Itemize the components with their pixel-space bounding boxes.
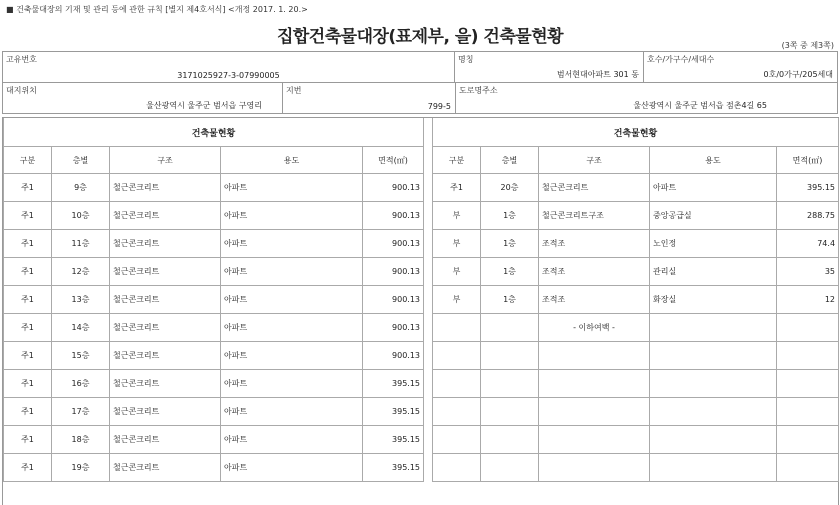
site-label: 대지위치 — [6, 86, 37, 95]
left-area-cell: 395.15 — [363, 370, 424, 398]
right-structure-cell: 철근콘크리트구조 — [539, 202, 650, 230]
name-value: 범서현대아파트 301 동 — [556, 70, 639, 79]
basic-info-table — [2, 51, 838, 83]
site-value: 울산광역시 울주군 범서읍 구영리 — [146, 101, 262, 110]
right-use-cell — [650, 370, 777, 398]
site-cell — [3, 83, 283, 114]
left-structure-cell: 철근콘크리트 — [110, 426, 221, 454]
right-area-cell — [777, 314, 839, 342]
right-structure-cell — [539, 370, 650, 398]
road-label: 도로명주소 — [459, 86, 498, 95]
left-floor-cell: 9층 — [52, 174, 110, 202]
right-structure-cell: 철근콘크리트 — [539, 174, 650, 202]
left-floor-cell: 17층 — [52, 398, 110, 426]
right-use-cell: 아파트 — [650, 174, 777, 202]
left-area-cell: 395.15 — [363, 398, 424, 426]
right-area-cell: 35 — [777, 258, 839, 286]
right-area-cell — [777, 398, 839, 426]
right-floor-cell — [481, 426, 539, 454]
lot-label: 지번 — [286, 86, 302, 95]
left-use-cell: 아파트 — [221, 342, 363, 370]
left-structure-cell: 철근콘크리트 — [110, 314, 221, 342]
right-structure-cell: 조적조 — [539, 230, 650, 258]
right-use-cell — [650, 454, 777, 482]
right-type-cell — [433, 314, 481, 342]
left-type-cell: 주1 — [4, 314, 52, 342]
right-use-cell — [650, 314, 777, 342]
id-label: 고유번호 — [6, 55, 37, 64]
left-area-cell: 900.13 — [363, 230, 424, 258]
right-type-cell — [433, 398, 481, 426]
left-section-title: 건축물현황 — [4, 118, 424, 147]
right-type-cell: 부 — [433, 202, 481, 230]
table-row — [4, 230, 839, 258]
left-type-cell: 주1 — [4, 202, 52, 230]
page-title: 집합건축물대장(표제부, 을) 건축물현황 — [276, 27, 564, 47]
right-floor-cell — [481, 370, 539, 398]
left-type-cell: 주1 — [4, 286, 52, 314]
id-cell — [3, 52, 455, 83]
col-area-header: 면적(㎡) — [363, 147, 424, 174]
left-use-cell: 아파트 — [221, 370, 363, 398]
col-type-header: 구분 — [433, 147, 481, 174]
right-structure-cell — [539, 398, 650, 426]
left-area-cell: 900.13 — [363, 202, 424, 230]
col-structure-header: 구조 — [539, 147, 650, 174]
left-floor-cell: 10층 — [52, 202, 110, 230]
left-use-cell: 아파트 — [221, 454, 363, 482]
right-type-cell — [433, 454, 481, 482]
right-area-cell — [777, 342, 839, 370]
left-floor-cell: 15층 — [52, 342, 110, 370]
location-info-table — [2, 82, 838, 114]
right-area-cell: 288.75 — [777, 202, 839, 230]
left-type-cell: 주1 — [4, 398, 52, 426]
table-row — [4, 398, 839, 426]
right-floor-cell: 1층 — [481, 286, 539, 314]
table-row — [4, 342, 839, 370]
table-row — [4, 426, 839, 454]
right-structure-cell — [539, 342, 650, 370]
right-use-cell: 중앙공급실 — [650, 202, 777, 230]
col-structure-header: 구조 — [110, 147, 221, 174]
left-use-cell: 아파트 — [221, 230, 363, 258]
right-floor-cell — [481, 398, 539, 426]
road-cell — [456, 83, 838, 114]
name-label: 명칭 — [458, 55, 474, 64]
left-floor-cell: 11층 — [52, 230, 110, 258]
left-area-cell: 900.13 — [363, 342, 424, 370]
right-use-cell — [650, 342, 777, 370]
col-floor-header: 층별 — [52, 147, 110, 174]
left-type-cell: 주1 — [4, 230, 52, 258]
left-use-cell: 아파트 — [221, 426, 363, 454]
units-label: 호수/가구수/세대수 — [647, 55, 715, 64]
col-floor-header: 층별 — [481, 147, 539, 174]
right-type-cell — [433, 426, 481, 454]
left-type-cell: 주1 — [4, 426, 52, 454]
left-use-cell: 아파트 — [221, 314, 363, 342]
building-status-section — [2, 117, 839, 505]
right-type-cell — [433, 370, 481, 398]
right-type-cell: 부 — [433, 258, 481, 286]
left-type-cell: 주1 — [4, 370, 52, 398]
col-area-header: 면적(㎡) — [777, 147, 839, 174]
left-use-cell: 아파트 — [221, 202, 363, 230]
right-section-title: 건축물현황 — [433, 118, 839, 147]
right-type-cell — [433, 342, 481, 370]
lot-value: 799-5 — [427, 102, 451, 111]
table-row — [4, 174, 839, 202]
left-structure-cell: 철근콘크리트 — [110, 174, 221, 202]
right-type-cell: 부 — [433, 286, 481, 314]
right-use-cell: 관리실 — [650, 258, 777, 286]
right-use-cell: 화장실 — [650, 286, 777, 314]
left-structure-cell: 철근콘크리트 — [110, 258, 221, 286]
units-cell — [644, 52, 838, 83]
left-area-cell: 900.13 — [363, 314, 424, 342]
left-type-cell: 주1 — [4, 174, 52, 202]
left-type-cell: 주1 — [4, 342, 52, 370]
left-floor-cell: 18층 — [52, 426, 110, 454]
col-use-header: 용도 — [221, 147, 363, 174]
left-structure-cell: 철근콘크리트 — [110, 398, 221, 426]
units-value: 0호/0가구/205세대 — [763, 70, 833, 79]
col-type-header: 구분 — [4, 147, 52, 174]
left-use-cell: 아파트 — [221, 286, 363, 314]
right-structure-cell — [539, 454, 650, 482]
left-floor-cell: 14층 — [52, 314, 110, 342]
road-value: 울산광역시 울주군 범서읍 점촌4길 65 — [633, 101, 767, 110]
right-area-cell: 395.15 — [777, 174, 839, 202]
left-structure-cell: 철근콘크리트 — [110, 370, 221, 398]
table-row — [4, 286, 839, 314]
left-type-cell: 주1 — [4, 454, 52, 482]
table-row — [4, 314, 839, 342]
right-use-cell — [650, 426, 777, 454]
right-structure-cell: 조적조 — [539, 286, 650, 314]
lot-cell — [283, 83, 456, 114]
right-area-cell — [777, 426, 839, 454]
left-floor-cell: 19층 — [52, 454, 110, 482]
left-floor-cell: 16층 — [52, 370, 110, 398]
left-area-cell: 900.13 — [363, 286, 424, 314]
right-floor-cell: 1층 — [481, 230, 539, 258]
left-area-cell: 395.15 — [363, 454, 424, 482]
right-area-cell: 12 — [777, 286, 839, 314]
page-number: (3쪽 중 제3쪽) — [781, 41, 834, 50]
right-type-cell: 주1 — [433, 174, 481, 202]
left-structure-cell: 철근콘크리트 — [110, 286, 221, 314]
right-floor-cell: 1층 — [481, 258, 539, 286]
right-area-cell — [777, 454, 839, 482]
left-use-cell: 아파트 — [221, 398, 363, 426]
right-structure-cell — [539, 426, 650, 454]
left-type-cell: 주1 — [4, 258, 52, 286]
right-floor-cell: 20층 — [481, 174, 539, 202]
right-structure-cell: - 이하여백 - — [539, 314, 650, 342]
left-use-cell: 아파트 — [221, 258, 363, 286]
right-use-cell — [650, 398, 777, 426]
left-use-cell: 아파트 — [221, 174, 363, 202]
right-floor-cell: 1층 — [481, 202, 539, 230]
right-structure-cell: 조적조 — [539, 258, 650, 286]
building-status-table — [3, 118, 839, 482]
left-floor-cell: 13층 — [52, 286, 110, 314]
left-floor-cell: 12층 — [52, 258, 110, 286]
right-floor-cell — [481, 454, 539, 482]
table-row — [4, 454, 839, 482]
regulation-note: ■ 건축물대장의 기재 및 관리 등에 관한 규칙 [별지 제4호서식] <개정 2017. 1. 20.> — [6, 5, 308, 14]
id-value: 3171025927-3-07990005 — [177, 71, 280, 80]
col-use-header: 용도 — [650, 147, 777, 174]
table-row — [4, 258, 839, 286]
right-area-cell — [777, 370, 839, 398]
table-row — [4, 202, 839, 230]
table-row — [4, 370, 839, 398]
left-area-cell: 900.13 — [363, 258, 424, 286]
name-cell — [455, 52, 644, 83]
left-structure-cell: 철근콘크리트 — [110, 342, 221, 370]
right-use-cell: 노인정 — [650, 230, 777, 258]
left-area-cell: 395.15 — [363, 426, 424, 454]
right-type-cell: 부 — [433, 230, 481, 258]
right-floor-cell — [481, 314, 539, 342]
left-structure-cell: 철근콘크리트 — [110, 202, 221, 230]
right-floor-cell — [481, 342, 539, 370]
left-structure-cell: 철근콘크리트 — [110, 454, 221, 482]
left-area-cell: 900.13 — [363, 174, 424, 202]
left-structure-cell: 철근콘크리트 — [110, 230, 221, 258]
right-area-cell: 74.4 — [777, 230, 839, 258]
